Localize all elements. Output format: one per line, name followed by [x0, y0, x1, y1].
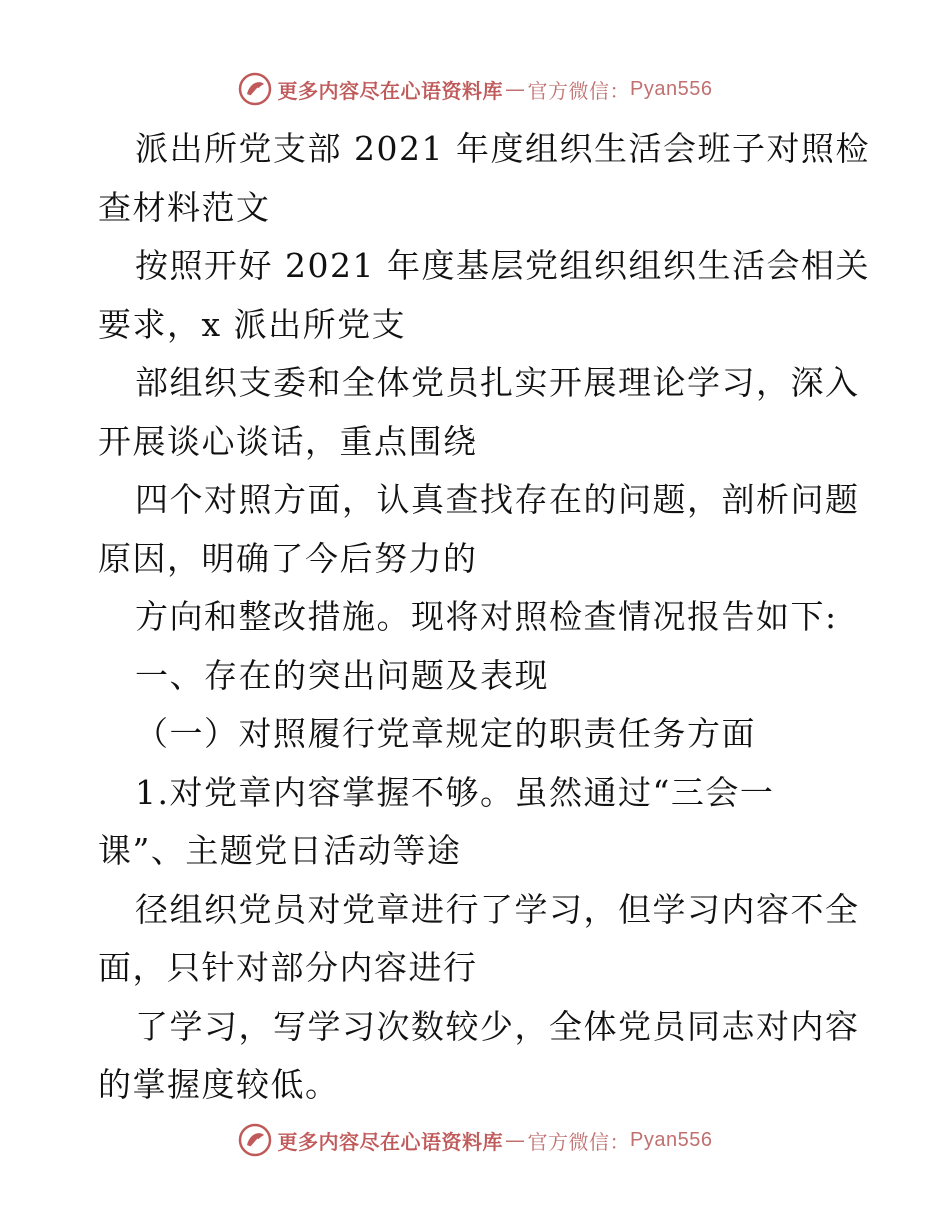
watermark-suffix: 官方微信：	[527, 78, 631, 103]
paragraph-line: 的掌握度较低。	[98, 1065, 340, 1104]
paragraph-line: 径组织党员对党章进行了学习，但学习内容不全	[135, 889, 860, 929]
watermark-wechat-id: Pyan556	[630, 1128, 713, 1151]
paragraph-line: 部组织支委和全体党员扎实开展理论学习，深入	[135, 363, 860, 402]
section-heading: 一、存在的突出问题及表现	[135, 655, 549, 695]
footer-watermark	[0, 1118, 950, 1162]
paragraph-line: 了学习，写学习次数较少，全体党员同志对内容	[135, 1006, 860, 1046]
paragraph-line: 按照开好 2021 年度基层党组织组织生活会相关	[135, 246, 870, 285]
logo-icon	[238, 72, 272, 106]
paragraph-line: 面，只针对部分内容进行	[98, 948, 478, 987]
header-watermark	[0, 67, 950, 111]
doc-title-line-2: 查材料范文	[98, 187, 271, 227]
paragraph-line: 1.对党章内容掌握不够。虽然通过“三会一	[135, 772, 775, 812]
watermark-text: 更多内容尽在心语资料库	[277, 1129, 504, 1154]
paragraph-line: 四个对照方面，认真查找存在的问题，剖析问题	[135, 480, 860, 519]
logo-icon	[238, 1123, 272, 1157]
paragraph-line: 课”、主题党日活动等途	[98, 831, 462, 870]
paragraph-line: 原因，明确了今后努力的	[98, 538, 478, 578]
paragraph-line: 方向和整改措施。现将对照检查情况报告如下:	[135, 597, 838, 636]
paragraph-line: 要求，x 派出所党支	[98, 304, 407, 344]
doc-title-line-1: 派出所党支部 2021 年度组织生活会班子对照检	[135, 129, 870, 168]
document-body	[98, 120, 870, 1115]
watermark-dash: —	[505, 1128, 526, 1152]
watermark-suffix: 官方微信：	[527, 1129, 631, 1154]
paragraph-line: 开展谈心谈话，重点围绕	[98, 421, 478, 461]
watermark-wechat-id: Pyan556	[630, 77, 713, 100]
subsection-heading: （一）对照履行党章规定的职责任务方面	[135, 714, 756, 753]
watermark-dash: —	[505, 77, 526, 101]
watermark-text: 更多内容尽在心语资料库	[277, 78, 504, 103]
